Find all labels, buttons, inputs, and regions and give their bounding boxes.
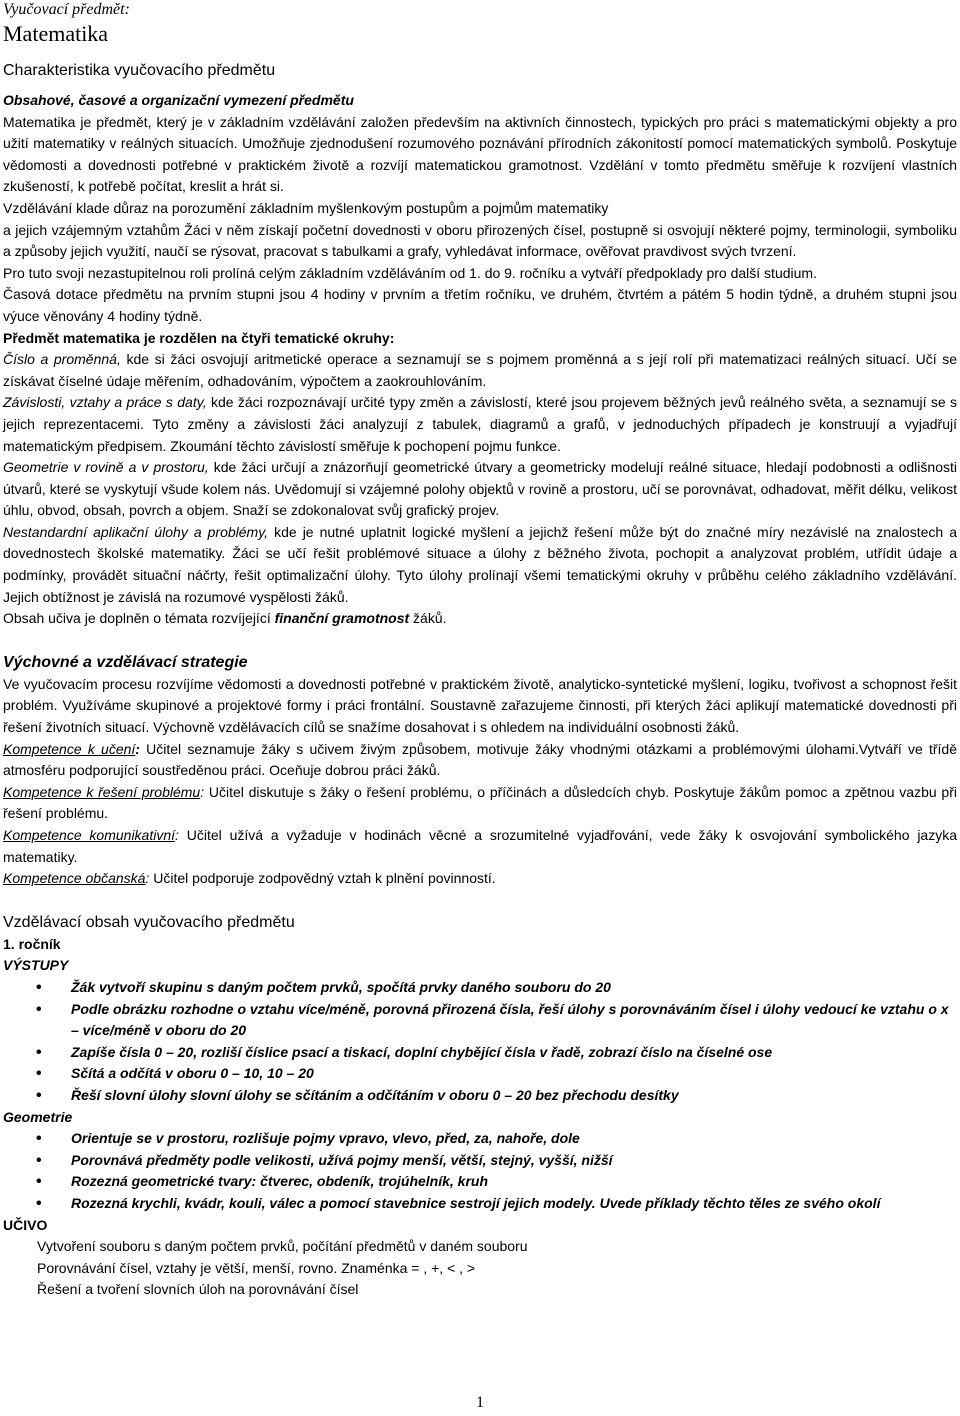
geometry-outcome-item: • Orientuje se v prostoru, rozlišuje pojmy vpravo, vlevo, před, za, nahoře, dole <box>3 1128 957 1150</box>
competence-list <box>3 739 957 890</box>
curriculum-item: Porovnávání čísel, vztahy je větší, menší, rovno. Znaménka = , +, < , > <box>37 1259 476 1276</box>
outcome-item: • Řeší slovní úlohy slovní úlohy se sčítáním a odčítáním v oboru 0 – 20 bez přechodu desítky <box>3 1085 957 1107</box>
financial-literacy-note <box>3 608 957 630</box>
grade-label: 1. ročník <box>3 935 61 952</box>
competence-item <box>3 868 957 890</box>
paragraph-emphasis: Vzdělávání klade důraz na porozumění základním myšlenkovým postupům a pojmům matematiky <box>3 199 609 216</box>
competence-item <box>3 825 957 868</box>
area-text: kde si žáci osvojují aritmetické operace a seznamují se s pojmem proměnná a s její rolí při matematizaci reálných situací. Učí se získávat číselné údaje měřením, odhadováním, výpočtem a zaokrouhlováním. <box>3 351 957 389</box>
competence-text: Učitel seznamuje žáky s učivem živým způsobem, motivuje žáky vhodnými otázkami a problémovými úlohami.Vytváří ve třídě atmosféru podporující soustředěnou práci. Oceňuje dobrou práci žáků. <box>3 740 957 779</box>
area-text: kde žáci určují a znázorňují geometrické útvary a geometricky modelují reálné situace, hledají podobnosti a odlišnosti útvarů, které se vyskytují všude kolem nás. Uvědomují si vzájemné polohy objektů v rovině a prostoru, učí se porovnávat, odhadovat, měřit délku, velikost úhlu, obvod, obsah, povrch a objem. Snaží se zdokonalovat svůj grafický projev. <box>3 459 957 519</box>
geometry-outcome-item: • Rozezná geometrické tvary: čtverec, obdeník, trojúhelník, kruh <box>3 1171 957 1193</box>
competence-text: Učitel podporuje zodpovědný vztah k plnění povinností. <box>149 870 496 887</box>
characteristics-heading: Charakteristika vyučovacího předmětu <box>3 62 276 79</box>
area-name: Číslo a proměnná, <box>3 351 121 368</box>
area-geometry <box>3 457 957 522</box>
geometry-outcome-item: • Rozezná krychli, kvádr, kouli, válec a pomocí stavebnice sestrojí jejich modely. Uvede příklady těchto těles ze svého okolí <box>3 1193 957 1215</box>
competence-separator: : <box>145 870 150 887</box>
subject-label: Vyučovací předmět: <box>3 1 130 18</box>
geometry-label: Geometrie <box>3 1108 73 1125</box>
characteristics-subheading: Obsahové, časové a organizační vymezení předmětu <box>3 92 354 108</box>
outcomes-list <box>3 977 957 1107</box>
paragraph-role: Pro tuto svoji nezastupitelnou roli prolíná celým základním vzděláváním od 1. do 9. ročníku a vytváří předpoklady pro další studium. <box>3 264 817 281</box>
paragraph-intro: Matematika je předmět, který je v základním vzdělávání založen především na aktivních činnostech, typických pro práci s matematickými objekty a pro užití matematiky v reálných situacích. Umožňuje zjednodušení rozumového poznávání přírodních zákonitostí pomocí matematických symbolů. Poskytuje vědomosti a dovednosti potřebné v praktickém životě a rozvíjí matematickou gramotnost. Vzdělání v tomto předmětu směřuje k rozvíjení vlastních zkušeností, k potřebě počítat, kreslit a hrát si. <box>3 113 957 195</box>
competence-text: Učitel užívá a vyžaduje v hodinách věcné a srozumitelné vyjadřování, vede žáky k osvojování symbolického jazyka matematiky. <box>3 827 957 865</box>
area-text: kde je nutné uplatnit logické myšlení a jejichž řešení může být do značné míry nezávislé na znalostech a dovednostech školské matematiky. Žáci se učí řešit problémové situace a úlohy z běžného života, pochopit a analyzovat problém, utřídit údaje a podmínky, provádět situační náčrty, řešit optimalizační úlohy. Tyto úlohy prolínají všemi tematickými okruhy v průběhu celého základního vzdělávání. Jejich obtížnost je závislá na rozumové vyspělosti žáků. <box>3 523 957 605</box>
outcome-item: • Zapíše čísla 0 – 20, rozliší číslice psací a tiskací, doplní chybějící čísla v řadě, zobrazí číslo na číselné ose <box>3 1042 957 1064</box>
note-suffix: žáků. <box>409 610 447 627</box>
competence-separator: : <box>175 827 179 843</box>
outcome-item: • Sčítá a odčítá v oboru 0 – 10, 10 – 20 <box>3 1063 957 1085</box>
outcome-item: • Žák vytvoří skupinu s daným počtem prvků, spočítá prvky daného souboru do 20 <box>3 977 957 999</box>
geometry-outcomes-list <box>3 1128 957 1214</box>
competence-item <box>3 782 957 825</box>
geometry-outcome-item: • Porovnává předměty podle velikosti, užívá pojmy menší, větší, stejný, vyšší, nižší <box>3 1150 957 1172</box>
subject-title: Matematika <box>3 21 109 46</box>
note-prefix: Obsah učiva je doplněn o témata rozvíjející <box>3 610 275 627</box>
areas-intro: Předmět matematika je rozdělen na čtyři tematické okruhy: <box>3 329 395 346</box>
curriculum-list <box>3 1236 957 1301</box>
competence-label: Kompetence k řešení problému <box>3 783 201 800</box>
area-dependencies <box>3 392 957 457</box>
outcomes-label: VÝSTUPY <box>3 957 69 974</box>
paragraph-time-allocation: Časová dotace předmětu na prvním stupni jsou 4 hodiny v prvním a třetím ročníku, ve druhém, čtvrtém a pátém 5 hodin týdně, a druhém stupni jsou výuce věnovány 4 hodiny týdně. <box>3 286 957 324</box>
competence-label: Kompetence občanská <box>3 870 146 887</box>
note-emphasis: finanční gramotnost <box>274 610 410 627</box>
area-problems <box>3 522 957 608</box>
area-name: Geometrie v rovině a v prostoru, <box>3 459 209 476</box>
area-name: Závislosti, vztahy a práce s daty, <box>3 394 207 411</box>
page-number: 1 <box>476 1394 484 1411</box>
competence-label: Kompetence komunikativní <box>3 827 176 843</box>
strategies-intro: Ve vyučovacím procesu rozvíjíme vědomosti a dovednosti potřebné v praktickém životě, analyticko-syntetické myšlení, logiku, tvořivost a schopnost řešit problém. Využíváme skupinové a projektové formy i práci frontální. Soustavně zařazujeme činnosti, při kterých žáci aplikují matematické dovednosti při řešení životních situací. Výchovně vzdělávacích cílů se snažíme dosahovat i s ohledem na individuální osobnosti žáků. <box>3 675 957 736</box>
competence-separator: : <box>200 783 205 800</box>
curriculum-item: Řešení a tvoření slovních úloh na porovnávání čísel <box>37 1281 359 1298</box>
area-text: kde žáci rozpoznávají určité typy změn a závislostí, které jsou projevem běžných jevů reálného světa, a seznamují se s jejich reprezentacemi. Tyto změny a závislosti žáci analyzují z tabulek, diagramů a grafů, v jednoduchých případech je konstruují a vyjadřují matematickým předpisem. Zkoumání těchto závislostí směřuje k pochopení pojmu funkce. <box>3 394 958 454</box>
curriculum-item: Vytvoření souboru s daným počtem prvků, počítání předmětů v daném souboru <box>37 1238 528 1255</box>
competence-text: Učitel diskutuje s žáky o řešení problému, o příčinách a důsledcích chyb. Poskytuje žákům pomoc a zpětnou vazbu při řešení problému. <box>3 783 957 822</box>
paragraph-skills: a jejich vzájemným vztahům Žáci v něm získají početní dovednosti v oboru přirozených čísel, postupně si osvojují některé pojmy, terminologii, symboliku a způsoby jejich využití, naučí se rýsovat, pracovat s tabulkami a grafy, vyhledávat informace, ověřovat pravdivost svých tvrzení. <box>3 221 957 260</box>
document-body <box>3 60 957 1301</box>
competence-separator: : <box>135 740 140 757</box>
outcome-item: • Podle obrázku rozhodne o vztahu více/méně, porovná přirozená čísla, řeší úlohy s porovnáváním čísel i úlohy vedoucí ke vztahu o x – více/méně v oboru do 20 <box>3 999 957 1042</box>
curriculum-label: UČIVO <box>3 1216 48 1233</box>
area-name: Nestandardní aplikační úlohy a problémy, <box>3 523 269 540</box>
competence-label: Kompetence k učení <box>3 740 136 757</box>
area-number-variable <box>3 349 957 392</box>
competence-item <box>3 739 957 782</box>
strategies-heading: Výchovné a vzdělávací strategie <box>3 653 248 671</box>
content-heading: Vzdělávací obsah vyučovacího předmětu <box>3 913 295 931</box>
